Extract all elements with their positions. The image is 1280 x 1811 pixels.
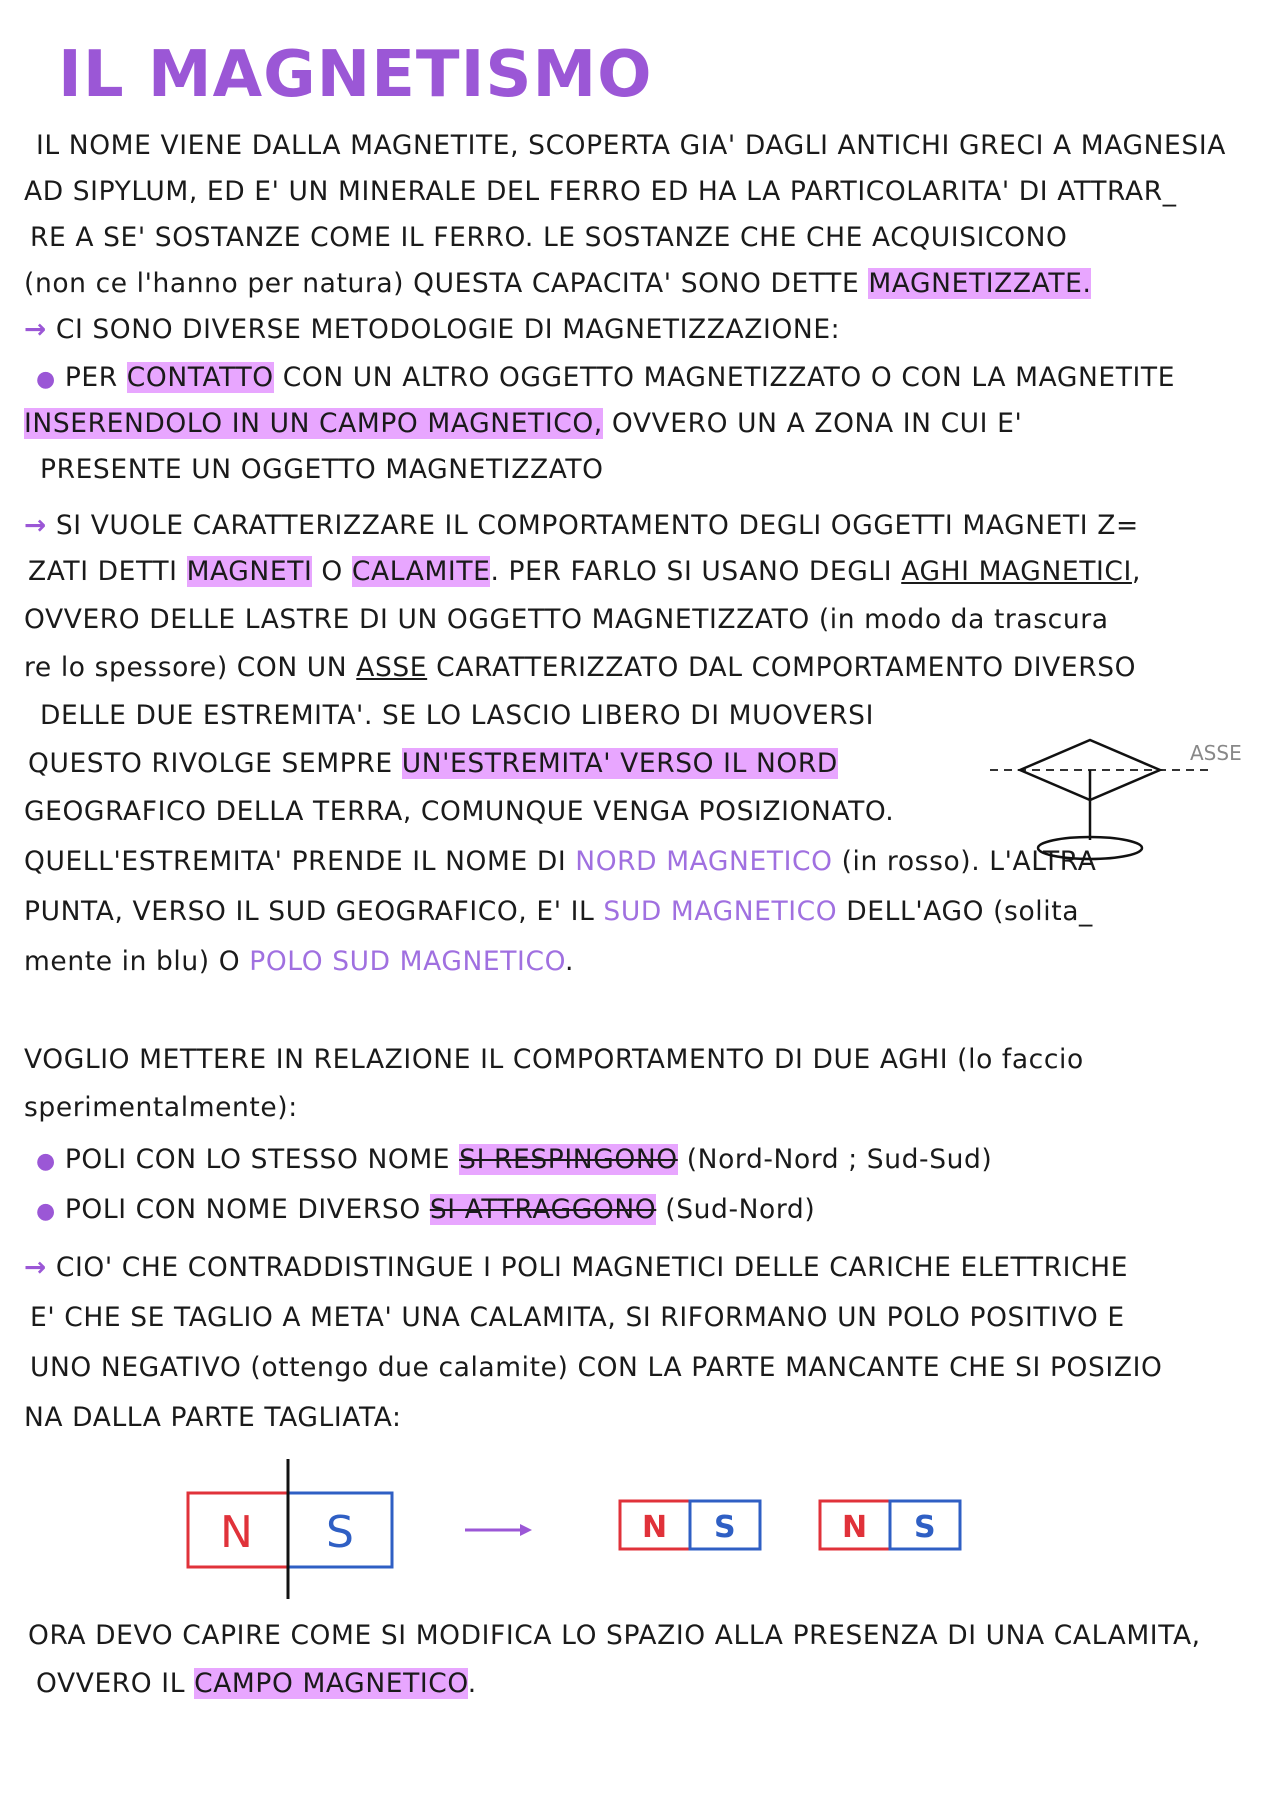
highlight-respingono: SI RESPINGONO xyxy=(459,1144,678,1175)
underline-aghi: AGHI MAGNETICI xyxy=(901,556,1132,587)
arrow-icon xyxy=(520,1524,532,1536)
nord-magnetico: NORD MAGNETICO xyxy=(575,846,833,877)
pivot-base xyxy=(1038,837,1142,859)
text-line: OVVERO DELLE LASTRE DI UN OGGETTO MAGNETIZZATO (in modo da trascura xyxy=(24,604,1109,635)
underline-asse: ASSE xyxy=(356,652,428,683)
text-span: CI SONO DIVERSE METODOLOGIE DI MAGNETIZZAZIONE: xyxy=(55,314,841,345)
text-span: DELL'AGO (solita_ xyxy=(837,896,1093,927)
bullet-line xyxy=(36,1194,815,1225)
text-line: DELLE DUE ESTREMITA'. SE LO LASCIO LIBERO DI MUOVERSI xyxy=(40,700,875,731)
page-title: IL MAGNETISMO xyxy=(58,38,653,112)
text-span: CIO' CHE CONTRADDISTINGUE I POLI MAGNETICI DELLE CARICHE ELETTRICHE xyxy=(55,1252,1129,1283)
sud-magnetico: SUD MAGNETICO xyxy=(603,896,838,927)
magnet-cut-diagram xyxy=(180,1455,980,1605)
arrow-icon: → xyxy=(24,314,47,345)
arrow-icon: → xyxy=(24,510,47,541)
text-span: PER xyxy=(64,362,127,393)
text-line: UNO NEGATIVO (ottengo due calamite) CON LA PARTE MANCANTE CHE SI POSIZIO xyxy=(30,1352,1163,1383)
text-line: sperimentalmente): xyxy=(24,1092,298,1123)
text-line xyxy=(24,314,840,345)
compass-needle-diagram xyxy=(980,730,1250,870)
text-span: O xyxy=(312,556,352,587)
text-span: . xyxy=(467,1668,477,1699)
text-span: CARATTERIZZATO DAL COMPORTAMENTO DIVERSO xyxy=(427,652,1137,683)
bullet-line xyxy=(36,362,1175,393)
text-line: PRESENTE UN OGGETTO MAGNETIZZATO xyxy=(40,454,604,485)
highlight-attraggono: SI ATTRAGGONO xyxy=(429,1194,657,1225)
text-span: (non ce l'hanno per natura) QUESTA CAPACITA' SONO DETTE xyxy=(24,268,869,299)
text-span: QUELL'ESTREMITA' PRENDE IL NOME DI xyxy=(24,846,576,877)
text-span: QUESTO RIVOLGE SEMPRE xyxy=(28,748,402,779)
bullet-icon: ● xyxy=(36,1199,56,1224)
text-line xyxy=(36,1668,477,1699)
highlight-contatto: CONTATTO xyxy=(126,362,274,393)
text-span: POLI CON LO STESSO NOME xyxy=(64,1144,460,1175)
south-label: S xyxy=(914,1510,936,1545)
text-span: PUNTA, VERSO IL SUD GEOGRAFICO, E' IL xyxy=(24,896,604,927)
highlight-estremita: UN'ESTREMITA' VERSO IL NORD xyxy=(401,748,838,779)
text-line xyxy=(24,1252,1128,1283)
text-line xyxy=(24,408,1022,439)
text-line xyxy=(24,946,574,977)
north-label: N xyxy=(842,1510,868,1545)
text-line xyxy=(28,748,838,779)
text-line xyxy=(24,510,1139,541)
bullet-line xyxy=(36,1144,992,1175)
highlight-calamite: CALAMITE xyxy=(351,556,491,587)
text-span: OVVERO UN A ZONA IN CUI E' xyxy=(602,408,1023,439)
south-label: S xyxy=(326,1507,354,1558)
text-span: SI VUOLE CARATTERIZZARE IL COMPORTAMENTO DEGLI OGGETTI MAGNETI Z= xyxy=(55,510,1139,541)
highlight-magneti: MAGNETI xyxy=(186,556,313,587)
text-line: E' CHE SE TAGLIO A META' UNA CALAMITA, SI RIFORMANO UN POLO POSITIVO E xyxy=(30,1302,1125,1333)
text-span: OVVERO IL xyxy=(36,1668,195,1699)
north-label: N xyxy=(642,1510,668,1545)
text-line: VOGLIO METTERE IN RELAZIONE IL COMPORTAMENTO DI DUE AGHI (lo faccio xyxy=(24,1044,1084,1075)
arrow-icon: → xyxy=(24,1252,47,1283)
north-label: N xyxy=(220,1507,253,1558)
bullet-icon: ● xyxy=(36,1149,56,1174)
text-span: re lo spessore) CON UN xyxy=(24,652,357,683)
highlight-campo: INSERENDOLO IN UN CAMPO MAGNETICO, xyxy=(24,408,603,439)
text-span: , xyxy=(1131,556,1141,587)
text-span: ZATI DETTI xyxy=(28,556,187,587)
text-span: (Nord-Nord ; Sud-Sud) xyxy=(677,1144,993,1175)
text-line: GEOGRAFICO DELLA TERRA, COMUNQUE VENGA POSIZIONATO. xyxy=(24,796,895,827)
text-line xyxy=(24,652,1136,683)
text-span: (in rosso). L'ALTRA xyxy=(832,846,1097,877)
highlight-campo-magnetico: CAMPO MAGNETICO xyxy=(194,1668,468,1699)
text-span: . xyxy=(564,946,574,977)
text-line: IL NOME VIENE DALLA MAGNETITE, SCOPERTA GIA' DAGLI ANTICHI GRECI A MAGNESIA xyxy=(36,130,1226,161)
polo-sud-magnetico: POLO SUD MAGNETICO xyxy=(249,946,565,977)
text-span: mente in blu) O xyxy=(24,946,250,977)
text-line: AD SIPYLUM, ED E' UN MINERALE DEL FERRO ED HA LA PARTICOLARITA' DI ATTRAR_ xyxy=(24,176,1177,207)
text-span: . PER FARLO SI USANO DEGLI xyxy=(490,556,902,587)
text-line: RE A SE' SOSTANZE COME IL FERRO. LE SOSTANZE CHE CHE ACQUISICONO xyxy=(30,222,1068,253)
text-span: POLI CON NOME DIVERSO xyxy=(64,1194,430,1225)
text-line xyxy=(28,556,1141,587)
highlight-magnetizzate: MAGNETIZZATE. xyxy=(868,268,1092,299)
text-line xyxy=(24,268,1091,299)
text-line: ORA DEVO CAPIRE COME SI MODIFICA LO SPAZIO ALLA PRESENZA DI UNA CALAMITA, xyxy=(28,1620,1201,1651)
text-line xyxy=(24,846,1096,877)
text-line xyxy=(24,896,1093,927)
south-label: S xyxy=(714,1510,736,1545)
text-line: NA DALLA PARTE TAGLIATA: xyxy=(24,1402,402,1433)
text-span: CON UN ALTRO OGGETTO MAGNETIZZATO O CON LA MAGNETITE xyxy=(273,362,1176,393)
bullet-icon: ● xyxy=(36,367,56,392)
text-span: (Sud-Nord) xyxy=(656,1194,816,1225)
asse-label: ASSE xyxy=(1190,741,1242,765)
